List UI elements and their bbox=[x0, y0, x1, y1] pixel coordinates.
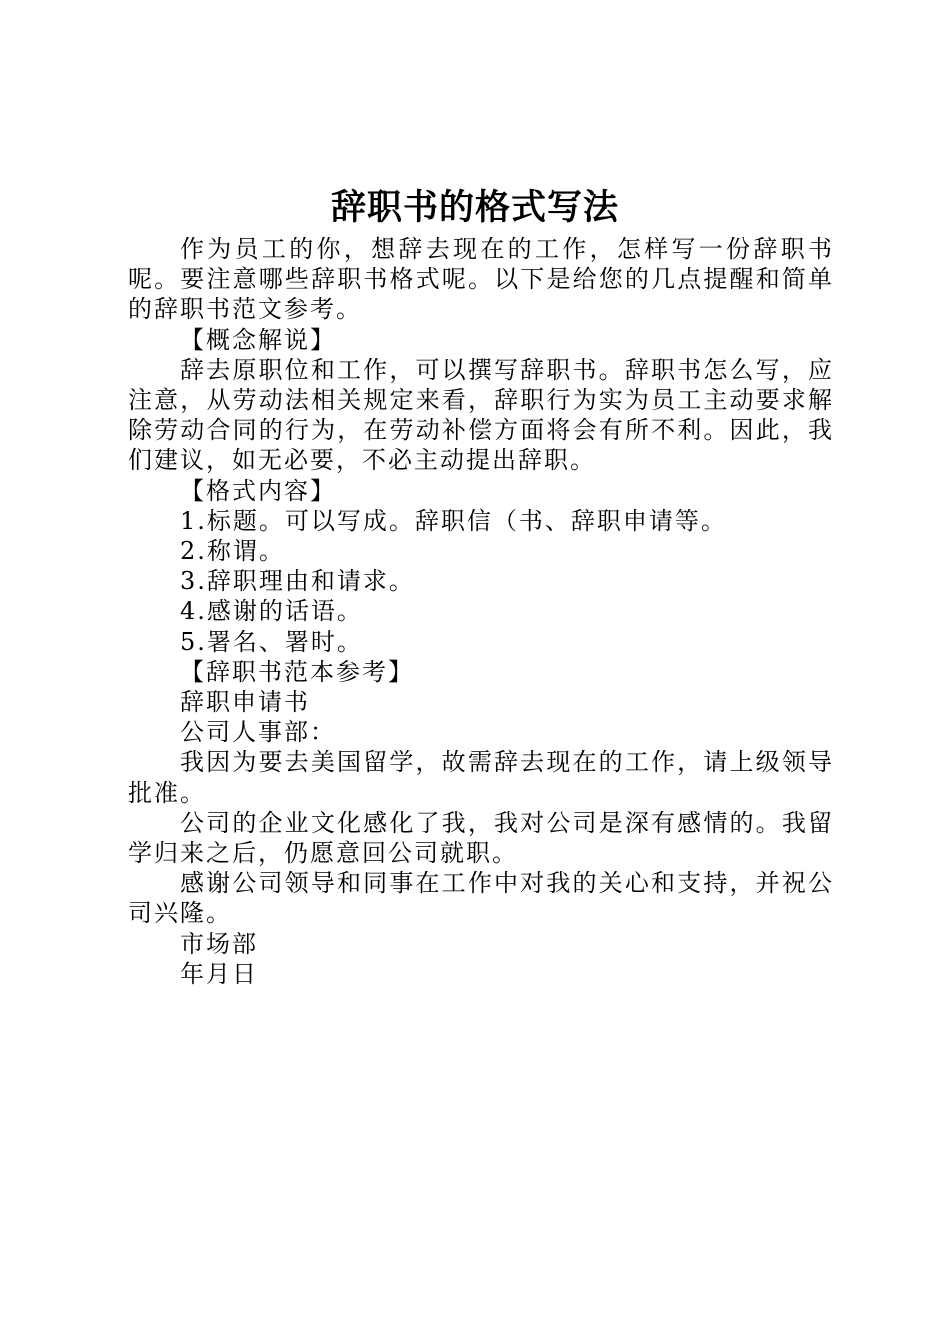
section-heading-format: 【格式内容】 bbox=[180, 476, 336, 505]
sample-paragraph-3: 感谢公司领导和同事在工作中对我的关心和支持，并祝公司兴隆。 bbox=[128, 869, 834, 928]
section-heading-concept: 【概念解说】 bbox=[180, 325, 336, 354]
document-body bbox=[128, 234, 834, 989]
sample-paragraph-1: 我因为要去美国留学，故需辞去现在的工作，请上级领导批准。 bbox=[128, 748, 834, 807]
sample-paragraph-2: 公司的企业文化感化了我，我对公司是深有感情的。我留学归来之后，仍愿意回公司就职。 bbox=[128, 808, 834, 868]
sample-signature-date: 年月日 bbox=[180, 959, 258, 988]
concept-paragraph: 辞去原职位和工作，可以撰写辞职书。辞职书怎么写，应注意，从劳动法相关规定来看，辞职行为实为员工主动要求解除劳动合同的行为，在劳动补偿方面将会有所不利。因此，我们建议，如无必要，不必主动提出辞职。 bbox=[128, 355, 834, 475]
format-item-3: 3.辞职理由和请求。 bbox=[180, 567, 415, 596]
format-item-2: 2.称谓。 bbox=[180, 537, 285, 566]
format-item-1: 1.标题。可以写成。辞职信（书、辞职申请等。 bbox=[180, 506, 727, 535]
sample-signature-dept: 市场部 bbox=[180, 929, 258, 958]
section-heading-sample: 【辞职书范本参考】 bbox=[180, 657, 414, 686]
format-item-4: 4.感谢的话语。 bbox=[180, 597, 363, 626]
sample-title: 辞职申请书 bbox=[180, 688, 310, 717]
sample-salutation: 公司人事部： bbox=[180, 718, 336, 747]
document-title: 辞职书的格式写法 bbox=[330, 187, 619, 228]
format-item-5: 5.署名、署时。 bbox=[180, 627, 363, 656]
intro-paragraph: 作为员工的你，想辞去现在的工作，怎样写一份辞职书呢。要注意哪些辞职书格式呢。以下是给您的几点提醒和简单的辞职书范文参考。 bbox=[128, 235, 834, 324]
